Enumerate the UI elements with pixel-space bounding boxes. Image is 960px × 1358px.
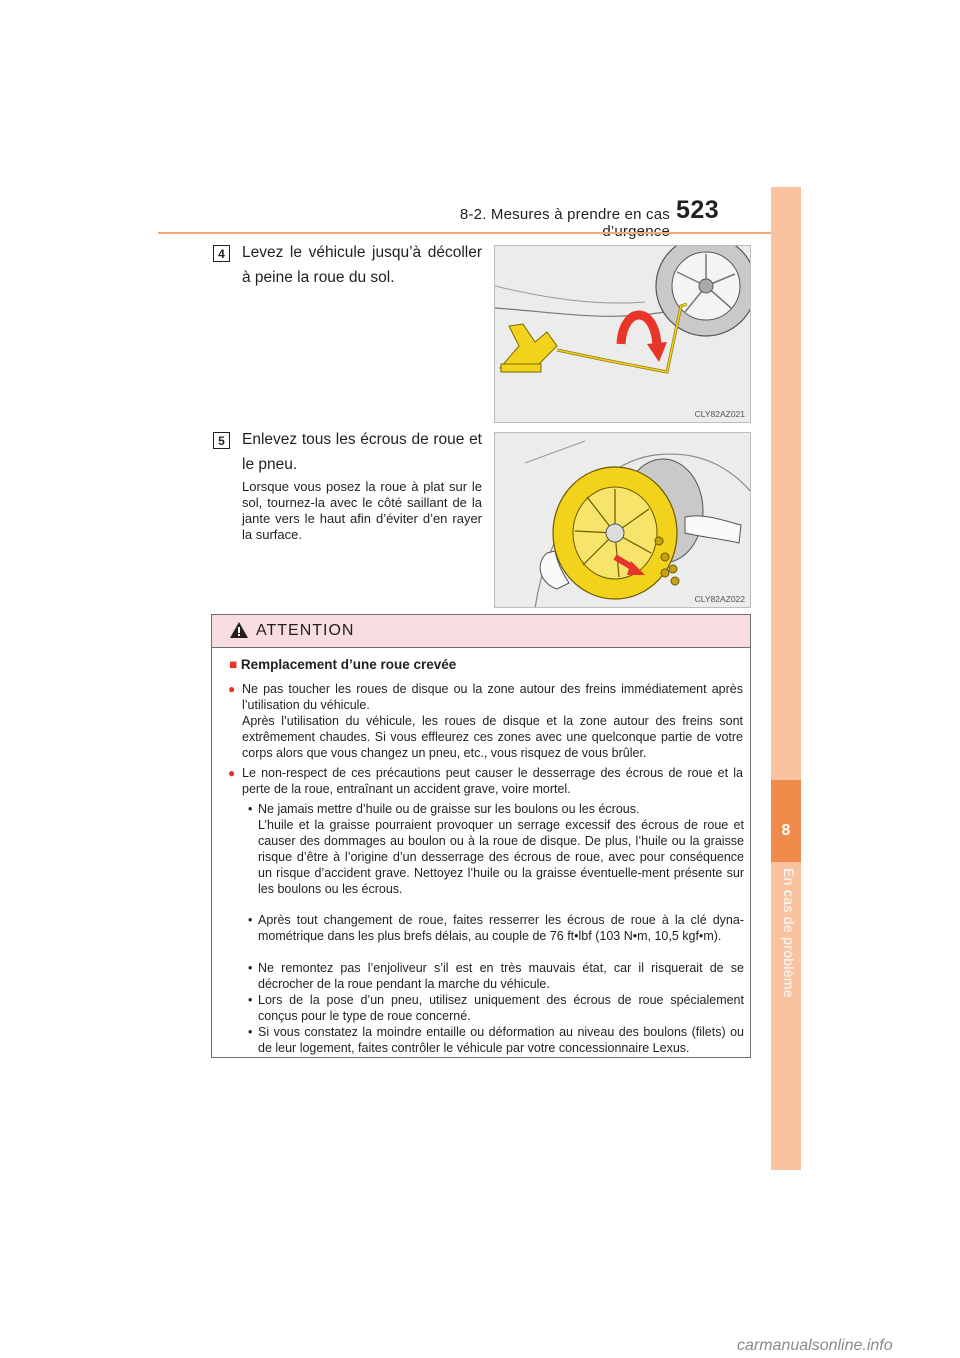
warning-sub-item: • Si vous constatez la moindre entaille ou déformation au niveau des boulons (filets) ou de leur logement, faites contrôler le véhicule par votre concessionnaire Lexus.	[248, 1025, 744, 1055]
figure-code: CLY82AZ022	[694, 594, 745, 604]
chapter-number-box	[771, 780, 801, 862]
warning-sub-item-text: Si vous constatez la moindre entaille ou déformation au niveau des boulons (filets) ou de leur logement, faites contrôler le véhicule par votre concessionnaire Lexus.	[258, 1025, 744, 1055]
warning-box	[211, 614, 751, 1058]
bullet-dot-icon: ●	[228, 682, 236, 696]
warning-sub-item: • Après tout changement de roue, faites resserrer les écrous de roue à la clé dyna-mométrique dans les plus brefs délais, au couple de 76 ft•lbf (103 N•m, 10,5 kgf•m).	[248, 913, 744, 943]
warning-triangle-icon	[229, 621, 249, 639]
chapter-number: 8	[781, 822, 791, 839]
chapter-side-tab	[771, 187, 801, 1170]
bullet-dot-icon: ●	[228, 766, 236, 780]
wheel-removal-figure	[494, 432, 751, 608]
warning-bullet	[228, 681, 743, 761]
step-4-text: Levez le véhicule jusqu’à décoller à peine la roue du sol.	[242, 244, 482, 286]
section-square-icon: ■	[229, 657, 238, 672]
warning-header	[212, 615, 750, 648]
warning-sub-item: • Ne jamais mettre d’huile ou de graisse sur les boulons ou les écrous. L’huile et la graisse pourraient provoquer un serrage excessif des écrous de roue et causer des dommages au boulon ou à la roue de disque. De plus, l’huile ou la graisse risque d’être à l’origine d’un desserrage des écrous de roue, avec pour conséquence un risque d’accident grave. Nettoyez l’huile ou la graisse éventuelle-ment présente sur les boulons ou les écrous.	[248, 802, 744, 896]
step-5-text: Enlevez tous les écrous de roue et le pneu.	[242, 431, 482, 473]
step-5-badge: 5	[213, 432, 230, 449]
chapter-title: En cas de problème	[781, 868, 797, 998]
warning-title: ATTENTION	[256, 622, 355, 639]
page-number: 523	[676, 196, 720, 224]
warning-sub-item-text: Ne remontez pas l’enjoliveur s’il est en très mauvais état, car il risquerait de se décrocher de la roue pendant la marche du véhicule.	[258, 961, 744, 991]
warning-bullet-text: Ne pas toucher les roues de disque ou la zone autour des freins immédiatement après l’utilisation du véhicule. Après l’utilisation du véhicule, les roues de disque et la zone autour des freins sont extrêmement chaudes. Si vous effleurez ces zones avec une quelconque partie de votre corps alors que vous changez un pneu, etc., vous risquez de vous brûler.	[242, 682, 743, 760]
warning-sub-item-text: Après tout changement de roue, faites resserrer les écrous de roue à la clé dyna-mométrique dans les plus brefs délais, au couple de 76 ft•lbf (103 N•m, 10,5 kgf•m).	[258, 913, 744, 943]
section-header-title: 8-2. Mesures à prendre en cas	[459, 206, 670, 223]
jack-raising-figure	[494, 245, 751, 423]
warning-section-title-text: Remplacement d’une roue crevée	[240, 657, 457, 672]
footer-watermark-logo: carmanualsonline.info	[737, 1337, 893, 1354]
warning-bullet-text: Le non-respect de ces précautions peut causer le desserrage des écrous de roue et la perte de la roue, entraînant un accident grave, voire mortel.	[242, 766, 743, 796]
warning-sub-item-text: Lors de la pose d’un pneu, utilisez uniquement des écrous de roue spécialement conçus pour le type de roue concerné.	[258, 993, 744, 1023]
warning-sub-item: • Lors de la pose d’un pneu, utilisez uniquement des écrous de roue spécialement conçus pour le type de roue concerné.	[248, 993, 744, 1023]
wheel-illustration	[495, 433, 751, 608]
figure-code: CLY82AZ021	[694, 409, 745, 419]
warning-bullet	[228, 765, 743, 797]
jack-illustration	[495, 246, 751, 423]
header-rule	[158, 232, 800, 234]
step-5-note: Lorsque vous posez la roue à plat sur le sol, tournez-la avec le côté saillant de la jante vers le haut afin d’éviter d’en rayer la surface.	[242, 479, 482, 542]
warning-section-title	[229, 657, 456, 672]
warning-sub-item-text: Ne jamais mettre d’huile ou de graisse sur les boulons ou les écrous. L’huile et la graisse pourraient provoquer un serrage excessif des écrous de roue et causer des dommages au boulon ou à la roue de disque. De plus, l’huile ou la graisse risque d’être à l’origine d’un desserrage des écrous de roue, avec pour conséquence un risque d’accident grave. Nettoyez l’huile ou la graisse éventuelle-ment présente sur les boulons ou les écrous.	[258, 802, 744, 896]
step-4-badge: 4	[213, 245, 230, 262]
warning-sub-item: • Ne remontez pas l’enjoliveur s’il est en très mauvais état, car il risquerait de se décrocher de la roue pendant la marche du véhicule.	[248, 961, 744, 991]
